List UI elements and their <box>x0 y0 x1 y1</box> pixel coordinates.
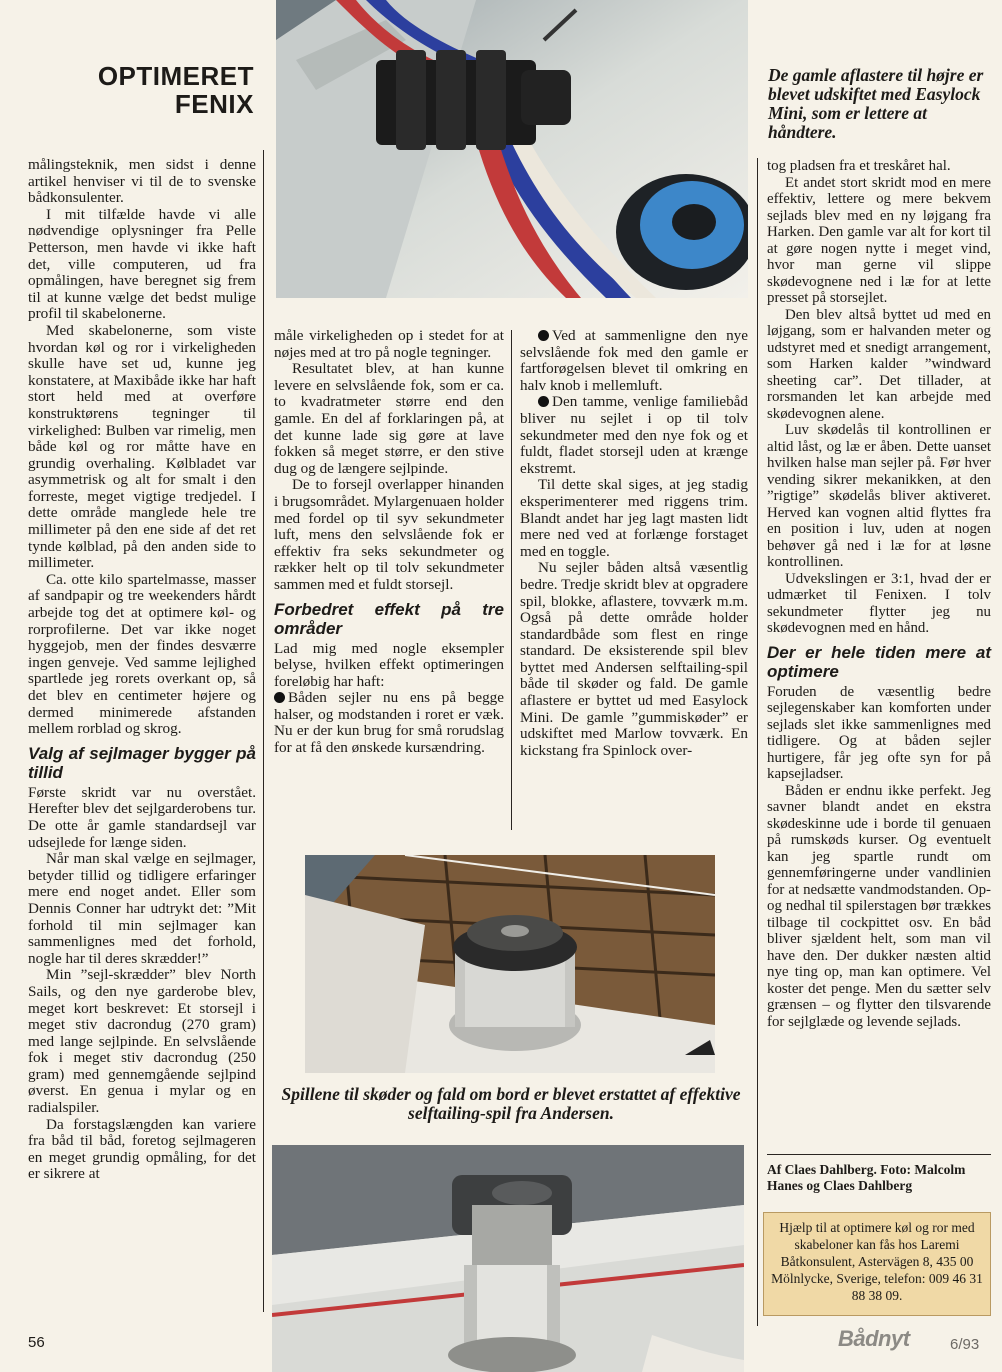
caption-top-right: De gamle aflastere til højre er blevet udskiftet med Easylock Mini, som er lettere at håndtere. <box>768 65 984 142</box>
col1-subhead: Valg af sejlmager bygger på tillid <box>28 743 256 782</box>
column-4 <box>767 158 991 1030</box>
col4-para-6: Foruden de væsentlig bedre sejlegenskaber kan komforten under sejlads slet ikke sammenlignes med tidligere. Og at båden sejler hurtigere, får jeg ofte syn for på kapsejladser. <box>767 683 991 782</box>
photo-selftailing-winch <box>272 1145 744 1372</box>
col2-para-1: måle virkeligheden op i stedet for at nøjes med at tro på nogle tegninger. <box>274 327 504 361</box>
col2-bullet-1 <box>274 690 504 756</box>
col2-bullet-1-text: Båden sejler nu ens på begge halser, og modstanden i roret er væk. Nu er der kun brug for små rorudslag for at få den ønskede kursændring. <box>274 689 504 757</box>
magazine-logo: Bådnyt <box>838 1326 910 1351</box>
photo-winch-deck-image <box>305 855 715 1073</box>
credit-rule <box>767 1154 991 1155</box>
headline-line-1: OPTIMERET <box>97 61 254 91</box>
article-headline <box>40 62 254 118</box>
bullet-dot <box>538 330 549 341</box>
headline-line-2: FENIX <box>174 89 254 119</box>
col1-para-1: målingsteknik, men sidst i denne artikel henviser vi til de to svenske bådkonsulenter. <box>28 156 256 207</box>
photo-deck-hardware <box>276 0 748 298</box>
col2-para-3: De to forsejl overlapper hinanden i brugsområdet. Mylargenuaen holder med fordel op til syv sekundmeter luft, mens den selvslående fok er effektiv fra seks sekundmeter og rækker helt op til tolv sekundmeter sammen med et fuldt storsejl. <box>274 476 504 593</box>
col3-bullet-3-text: Den tamme, venlige familiebåd bliver nu sejlet i op til tolv sekundmeter med den nye fok og et fuldt, fladet storsejl uden at krænge ekstremt. <box>520 393 748 477</box>
col1-para-5: Første skridt var nu overstået. Herefter blev det sejlgarderobens tur. De otte år gamle standardsejl var udsejlede for længe siden. <box>28 783 256 851</box>
col3-bullet-2 <box>520 328 748 394</box>
column-rule-2 <box>511 330 512 830</box>
column-rule-3 <box>757 158 758 1326</box>
column-rule-1 <box>263 150 264 1312</box>
col1-para-6: Når man skal vælge en sejlmager, betyder tillid og tidligere erfaringer mere end noget andet. Eller som Dennis Conner har udtrykt det: ”Mit forhold til min sejlmager kan sammenlignes med det forhold, nogle har til deres skrædder!” <box>28 850 256 967</box>
col4-para-7: Båden er endnu ikke perfekt. Jeg savner blandt andet en ekstra skødeskinne ude i borde til genuaen på rumskøds kurser. Og eventuelt kan jeg spartle rundt om gennemføringerne under vandlinien for at nedsætte vandmodstanden. Op- og nedhal til spilerstagen bør trækkes tilbage til cockpittet osv. En båd bliver sjældent helt, som man vil have den. Der dukker næsten altid nye ting op, man kan optimere. Vel koster det penge. Men du sætter selv grænsen – og flytter den tilsvarende for sejlglæde og levende sejlads. <box>767 782 991 1030</box>
col3-para-2: Nu sejler båden altså væsentlig bedre. Tredje skridt blev at opgradere spil, blokke, aflastere, tovværk m.m. Også på dette område holder standardbåde som flest en ringe standard. De eksisterende spil blev byttet med Andersen selftailing-spil både til skøder og fald. De gamle aflastere er byttet ud med Easylock Mini. De gamle ”gummiskøder” er udskiftet med Marlow tovværk. En kickstang fra Spinlock over- <box>520 559 748 759</box>
col1-para-7: Min ”sejl-skrædder” blev North Sails, og den nye garderobe blev, meget kort beskrevet: Et storsejl i meget stiv dacrondug (270 gram) med lange sejlpinde. En selvslående fok i meget stiv dacrondug (250 gram) med gennemgående sejlpind øverst. En genua i mylar og en radialspiler. <box>28 966 256 1117</box>
col4-subhead: Der er hele tiden mere at optimere <box>767 642 991 681</box>
column-2 <box>274 328 504 757</box>
page-number: 56 <box>28 1334 45 1351</box>
issue-number: 6/93 <box>950 1336 980 1353</box>
col4-para-1: tog pladsen fra et treskåret hal. <box>767 158 951 174</box>
col2-subhead: Forbedret effekt på tre områder <box>274 599 504 638</box>
info-box: Hjælp til at optimere køl og ror med skabeloner kan fås hos Laremi Båtkonsulent, Astervägen 8, 435 00 Mölnlycke, Sverige, telefon: 009 46 31 88 38 09. <box>763 1212 991 1316</box>
col2-para-2: Resultatet blev, at han kunne levere en selvslående fok, som er ca. to kvadratmeter større end den gamle. En del af forklaringen på, at det kunne lade sig gøre at lave fokken så meget større, er den stive dug og de længere sejlpinde. <box>274 360 504 477</box>
col4-para-2: Et andet stort skridt mod en mere effektiv, lettere og mere bekvem sejlads blev med en ny løjgang fra Harken. Den gamle var alt for kort til at gøre nogen nytte i meget vind, hvor man gerne vil slippe skødevognene ned i læ for at lette presset på storsejlet. <box>767 174 991 306</box>
column-1 <box>28 157 256 1183</box>
photo-selftailing-winch-image <box>272 1145 744 1372</box>
col3-bullet-2-text: Ved at sammenligne den nye selvslående fok med den gamle er fartforøgelsen blevet til omkring en halv knob i mellemluft. <box>520 327 748 394</box>
col1-para-8: Da forstagslængden kan variere fra båd til båd, foretog sejlmageren en meget grundig opmåling, for det er sikrere at <box>28 1115 256 1183</box>
col4-para-3: Den blev altså byttet ud med en løjgang, som er halvanden meter og udstyret med et snedigt arrangement, som Harken kalder ”windward sheeting car”. Det tillader, at rorsmanden let kan arbejde med skødevognen alene. <box>767 306 991 422</box>
col1-para-3: Med skabelonerne, som viste hvordan køl og ror i virkeligheden skulle have set ud, kunne jeg konstatere, at Maxibåde ikke har haft stort held med at overføre konstruktørens tegninger til virkelighed: Bulben var rimelig, men både køl og ror måtte have en grundig overhaling. Kølbladet var asymmetrisk og alt for smalt i den forreste, meget vigtige tredjedel. I dette område manglede hele tre millimeter på den ene side af det ret tynde kølblad, på den anden side to millimeter. <box>28 321 256 572</box>
photo-deck-hardware-image <box>276 0 748 298</box>
col2-para-4: Lad mig med nogle eksempler belyse, hvilken effekt optimeringen foreløbig har haft: <box>274 639 504 690</box>
photo-winch-deck <box>305 855 715 1073</box>
col3-bullet-3 <box>520 394 748 477</box>
bullet-dot <box>274 692 285 703</box>
caption-middle: Spillene til skøder og fald om bord er blevet erstattet af effektive selftailing-spil fra Andersen. <box>281 1084 741 1123</box>
byline-credit: Af Claes Dahlberg. Foto: Malcolm Hanes og Claes Dahlberg <box>767 1162 966 1193</box>
col1-para-4: Ca. otte kilo spartelmasse, masser af sandpapir og tre weekenders hårdt arbejde tog det at optimere køl- og rorprofilerne. Det var ikke noget hyggejob, men der findes desværre ingen genveje. Ved samme lejlighed spartlede jeg rorets overkant op, så det blev en centimeter højere og dermed minimerede afstanden mellem rorblad og skrog. <box>28 570 256 738</box>
col4-para-5: Udvekslingen er 3:1, hvad der er udmærket til Fenixen. I tolv sekundmeter flytter jeg nu skødevognen med en hånd. <box>767 570 991 636</box>
col4-para-4: Luv skødelås til kontrollinen er altid låst, og læ er åben. Dette uanset hvilken halse man sejler på. Før hver vending sikrer mekanikken, at den ”rigtige” skødelås bliver aktiveret. Herved kan vognen altid flyttes fra en position i luv, uden at nogen behøver gå ned i læ for at løsne kontrollinen. <box>767 422 991 570</box>
col3-para-1: Til dette skal siges, at jeg stadig eksperimenterer med riggens trim. Blandt andet har jeg lagt masten lidt mere ned ved at forlænge forstaget med en toggle. <box>520 476 748 560</box>
column-3 <box>520 328 748 759</box>
col1-para-2: I mit tilfælde havde vi alle nødvendige oplysninger fra Pelle Petterson, men havde vi ikke haft det, ville computeren, ud fra opmålingen, have beregnet sig frem til at kunne vælge det bedst mulige profil til skabelonerne. <box>28 205 256 323</box>
bullet-dot <box>538 396 549 407</box>
